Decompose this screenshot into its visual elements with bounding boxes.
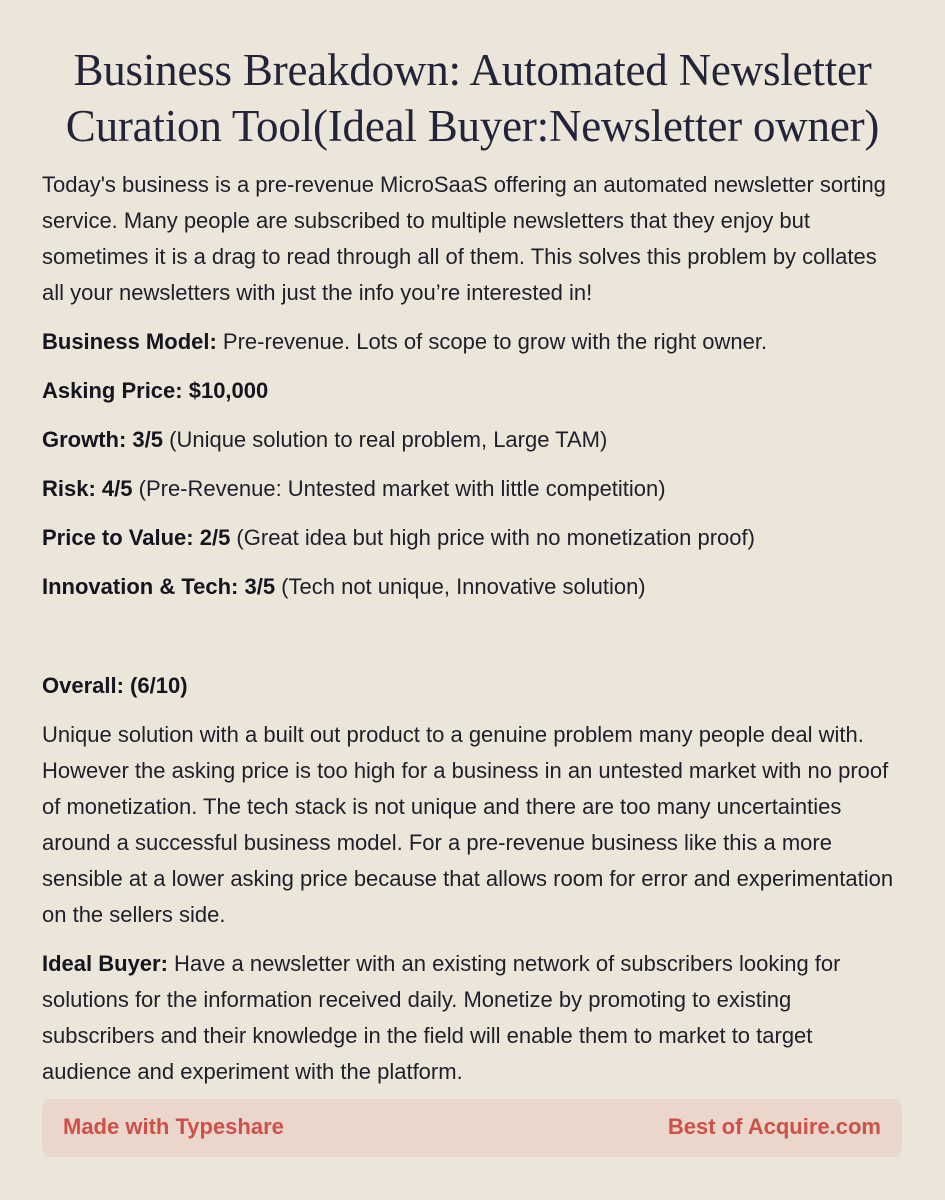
innovation-text: (Tech not unique, Innovative solution) [275,574,646,599]
made-with-typeshare-link[interactable]: Made with Typeshare [63,1114,284,1139]
overall-paragraph: Unique solution with a built out product to a genuine problem many people deal with. However the asking price is too high for a business in an untested market with no proof of monetization. The tech stack is not unique and there are too many uncertainties around a successful business model. For a pre-revenue business like this a more sensible at a lower asking price because that allows room for error and experimentation on the sellers side. [42,722,894,927]
innovation-line [42,569,902,605]
innovation-label: Innovation & Tech: 3/5 [42,574,276,599]
overall-heading [42,668,902,704]
business-model-text: Pre-revenue. Lots of scope to grow with the right owner. [216,329,768,354]
ideal-buyer-label: Ideal Buyer: [42,951,168,976]
growth-label: Growth: 3/5 [42,427,164,452]
risk-line [42,471,902,507]
ideal-buyer-paragraph [42,946,902,1090]
section-spacer [42,618,902,668]
risk-text: (Pre-Revenue: Untested market with little competition) [132,476,666,501]
article-body [42,167,902,1103]
price-to-value-line [42,520,902,556]
risk-label: Risk: 4/5 [42,476,133,501]
price-to-value-label: Price to Value: 2/5 [42,525,231,550]
overall-label: Overall: (6/10) [42,673,188,698]
page-title: Business Breakdown: Automated Newsletter Curation Tool(Ideal Buyer:Newsletter owner) [65,45,880,151]
best-of-acquire-link[interactable]: Best of Acquire.com [667,1114,881,1139]
price-to-value-text: (Great idea but high price with no monetization proof) [230,525,755,550]
footer-bar [42,1099,902,1157]
business-model-label: Business Model: [42,329,217,354]
growth-line [42,422,902,458]
intro-paragraph: Today's business is a pre-revenue MicroSaaS offering an automated newsletter sorting service. Many people are subscribed to multiple newsletters that they enjoy but sometimes it is a drag to read through all of them. This solves this problem by collates all your newsletters with just the info you’re interested in! [42,172,886,305]
asking-price-label: Asking Price: $10,000 [42,378,269,403]
asking-price-line [42,373,902,409]
business-model-line [42,324,902,360]
ideal-buyer-text: Have a newsletter with an existing network of subscribers looking for solutions for the information received daily. Monetize by promoting to existing subscribers and their knowledge in the field will enable them to market to target audience and experiment with the platform. [42,951,841,1084]
growth-text: (Unique solution to real problem, Large TAM) [163,427,608,452]
